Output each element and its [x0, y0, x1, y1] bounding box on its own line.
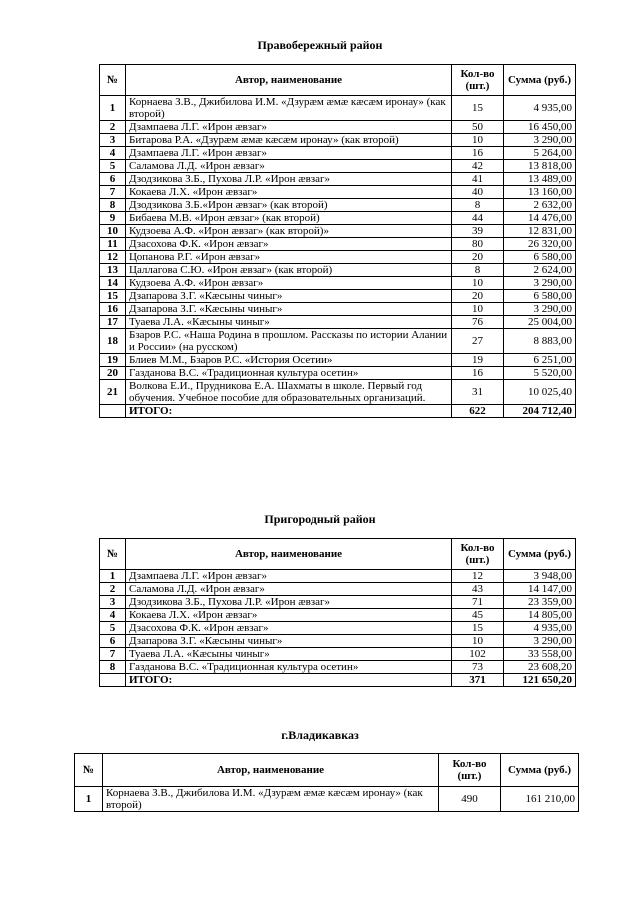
row-quantity: 31	[452, 380, 504, 405]
row-quantity: 19	[452, 354, 504, 367]
row-quantity: 45	[452, 609, 504, 622]
row-quantity: 10	[452, 134, 504, 147]
row-author-title: Дзампаева Л.Г. «Ирон æвзаг»	[126, 570, 452, 583]
table-row	[100, 622, 576, 635]
row-sum: 6 580,00	[504, 290, 576, 303]
row-sum: 161 210,00	[501, 787, 579, 812]
row-author-title: Битарова Р.А. «Дзурæм æмæ кæсæм иронау» (как второй)	[126, 134, 452, 147]
row-sum: 4 935,00	[504, 96, 576, 121]
table-row	[75, 787, 579, 812]
header-author: Автор, наименование	[126, 539, 452, 570]
row-quantity: 80	[452, 238, 504, 251]
row-number: 19	[100, 354, 126, 367]
row-number: 2	[100, 583, 126, 596]
row-number: 21	[100, 380, 126, 405]
row-sum: 4 935,00	[504, 622, 576, 635]
row-sum: 12 831,00	[504, 225, 576, 238]
row-quantity: 16	[452, 367, 504, 380]
row-sum: 5 264,00	[504, 147, 576, 160]
total-sum: 121 650,20	[504, 674, 576, 687]
row-quantity: 16	[452, 147, 504, 160]
row-quantity: 41	[452, 173, 504, 186]
row-quantity: 12	[452, 570, 504, 583]
row-quantity: 39	[452, 225, 504, 238]
row-number: 7	[100, 648, 126, 661]
row-author-title: Корнаева З.В., Джибилова И.М. «Дзурæм æмæ кæсæм иронау» (как второй)	[103, 787, 439, 812]
table-row	[100, 661, 576, 674]
row-number: 3	[100, 596, 126, 609]
row-author-title: Кудзоева А.Ф. «Ирон æвзаг» (как второй)»	[126, 225, 452, 238]
row-number: 10	[100, 225, 126, 238]
table-row	[100, 96, 576, 121]
table-row	[100, 238, 576, 251]
row-number: 15	[100, 290, 126, 303]
row-author-title: Дзасохова Ф.К. «Ирон æвзаг»	[126, 622, 452, 635]
row-author-title: Дзапарова З.Г. «Кæсыны чиныг»	[126, 635, 452, 648]
header-sum: Сумма (руб.)	[501, 754, 579, 787]
row-number: 1	[75, 787, 103, 812]
vladikavkaz-table	[74, 753, 579, 812]
total-quantity: 371	[452, 674, 504, 687]
row-sum: 13 160,00	[504, 186, 576, 199]
row-number: 20	[100, 367, 126, 380]
table-row	[100, 596, 576, 609]
row-quantity: 40	[452, 186, 504, 199]
row-author-title: Дзампаева Л.Г. «Ирон æвзаг»	[126, 147, 452, 160]
total-blank	[100, 674, 126, 687]
row-author-title: Дзодзикова З.Б.«Ирон æвзаг» (как второй)	[126, 199, 452, 212]
table-row	[100, 316, 576, 329]
total-label: ИТОГО:	[126, 674, 452, 687]
table-row	[100, 277, 576, 290]
row-author-title: Кокаева Л.Х. «Ирон æвзаг»	[126, 186, 452, 199]
row-author-title: Дзапарова З.Г. «Кæсыны чиныг»	[126, 290, 452, 303]
section-title-pravoberezhny: Правобережный район	[257, 38, 383, 52]
table-row	[100, 251, 576, 264]
row-sum: 3 290,00	[504, 303, 576, 316]
row-number: 14	[100, 277, 126, 290]
table-row	[100, 186, 576, 199]
row-number: 8	[100, 199, 126, 212]
row-sum: 3 948,00	[504, 570, 576, 583]
row-author-title: Туаева Л.А. «Кæсыны чиныг»	[126, 648, 452, 661]
total-blank	[100, 405, 126, 418]
row-quantity: 20	[452, 251, 504, 264]
row-author-title: Дзасохова Ф.К. «Ирон æвзаг»	[126, 238, 452, 251]
header-sum: Сумма (руб.)	[504, 539, 576, 570]
row-sum: 3 290,00	[504, 635, 576, 648]
table-row	[100, 609, 576, 622]
row-quantity: 43	[452, 583, 504, 596]
total-row	[100, 674, 576, 687]
row-number: 13	[100, 264, 126, 277]
row-author-title: Дзодзикова З.Б., Пухова Л.Р. «Ирон æвзаг»	[126, 596, 452, 609]
total-sum: 204 712,40	[504, 405, 576, 418]
row-number: 16	[100, 303, 126, 316]
row-number: 7	[100, 186, 126, 199]
row-author-title: Дзампаева Л.Г. «Ирон æвзаг»	[126, 121, 452, 134]
table-row	[100, 380, 576, 405]
row-quantity: 490	[439, 787, 501, 812]
row-quantity: 102	[452, 648, 504, 661]
table-row	[100, 367, 576, 380]
row-sum: 16 450,00	[504, 121, 576, 134]
row-quantity: 44	[452, 212, 504, 225]
row-quantity: 76	[452, 316, 504, 329]
table-row	[100, 160, 576, 173]
row-number: 8	[100, 661, 126, 674]
total-quantity: 622	[452, 405, 504, 418]
table-row	[100, 173, 576, 186]
table-row	[100, 303, 576, 316]
row-number: 3	[100, 134, 126, 147]
header-author: Автор, наименование	[126, 65, 452, 96]
row-sum: 3 290,00	[504, 134, 576, 147]
row-quantity: 20	[452, 290, 504, 303]
row-number: 9	[100, 212, 126, 225]
row-sum: 13 489,00	[504, 173, 576, 186]
row-author-title: Цаллагова С.Ю. «Ирон æвзаг» (как второй)	[126, 264, 452, 277]
row-author-title: Дзодзикова З.Б., Пухова Л.Р. «Ирон æвзаг»	[126, 173, 452, 186]
header-author: Автор, наименование	[103, 754, 439, 787]
header-qty: Кол-во (шт.)	[439, 754, 501, 787]
header-sum: Сумма (руб.)	[504, 65, 576, 96]
row-quantity: 8	[452, 199, 504, 212]
total-row	[100, 405, 576, 418]
table-row	[100, 147, 576, 160]
row-quantity: 27	[452, 329, 504, 354]
row-author-title: Дзапарова З.Г. «Кæсыны чиныг»	[126, 303, 452, 316]
table-row	[100, 648, 576, 661]
row-author-title: Кокаева Л.Х. «Ирон æвзаг»	[126, 609, 452, 622]
row-number: 2	[100, 121, 126, 134]
row-quantity: 42	[452, 160, 504, 173]
row-quantity: 8	[452, 264, 504, 277]
header-qty: Кол-во (шт.)	[452, 65, 504, 96]
table-row	[100, 329, 576, 354]
table-row	[100, 121, 576, 134]
header-num: №	[100, 539, 126, 570]
table-row	[100, 635, 576, 648]
table-row	[100, 199, 576, 212]
row-sum: 23 608,20	[504, 661, 576, 674]
row-author-title: Саламова Л.Д. «Ирон æвзаг»	[126, 160, 452, 173]
row-author-title: Туаева Л.А. «Кæсыны чиныг»	[126, 316, 452, 329]
row-number: 1	[100, 570, 126, 583]
row-number: 5	[100, 160, 126, 173]
row-author-title: Блиев М.М., Бзаров Р.С. «История Осетии»	[126, 354, 452, 367]
row-quantity: 73	[452, 661, 504, 674]
section-title-prigorodny: Пригородный район	[264, 512, 376, 526]
row-quantity: 10	[452, 277, 504, 290]
table-row	[100, 134, 576, 147]
row-author-title: Волкова Е.И., Прудникова Е.А. Шахматы в школе. Первый год обучения. Учебное пособие для образовательных организаций.	[126, 380, 452, 405]
row-number: 6	[100, 173, 126, 186]
row-sum: 5 520,00	[504, 367, 576, 380]
table-row	[100, 583, 576, 596]
row-author-title: Газданова В.С. «Традиционная культура осетин»	[126, 367, 452, 380]
row-number: 11	[100, 238, 126, 251]
row-quantity: 15	[452, 96, 504, 121]
row-number: 4	[100, 147, 126, 160]
row-author-title: Бибаева М.В. «Ирон æвзаг» (как второй)	[126, 212, 452, 225]
row-sum: 6 580,00	[504, 251, 576, 264]
row-number: 5	[100, 622, 126, 635]
row-author-title: Саламова Л.Д. «Ирон æвзаг»	[126, 583, 452, 596]
row-number: 17	[100, 316, 126, 329]
row-number: 6	[100, 635, 126, 648]
row-sum: 25 004,00	[504, 316, 576, 329]
row-author-title: Корнаева З.В., Джибилова И.М. «Дзурæм æмæ кæсæм иронау» (как второй)	[126, 96, 452, 121]
row-sum: 3 290,00	[504, 277, 576, 290]
section-title-vladikavkaz: г.Владикавказ	[281, 728, 359, 742]
row-sum: 2 624,00	[504, 264, 576, 277]
row-sum: 33 558,00	[504, 648, 576, 661]
row-sum: 8 883,00	[504, 329, 576, 354]
table-row	[100, 225, 576, 238]
row-author-title: Газданова В.С. «Традиционная культура осетин»	[126, 661, 452, 674]
total-label: ИТОГО:	[126, 405, 452, 418]
row-quantity: 50	[452, 121, 504, 134]
row-number: 4	[100, 609, 126, 622]
row-number: 18	[100, 329, 126, 354]
row-quantity: 71	[452, 596, 504, 609]
row-number: 12	[100, 251, 126, 264]
row-sum: 6 251,00	[504, 354, 576, 367]
pravoberezhny-table	[99, 64, 576, 418]
row-number: 1	[100, 96, 126, 121]
header-qty: Кол-во (шт.)	[452, 539, 504, 570]
row-sum: 23 359,00	[504, 596, 576, 609]
row-sum: 2 632,00	[504, 199, 576, 212]
prigorodny-table	[99, 538, 576, 687]
row-sum: 26 320,00	[504, 238, 576, 251]
table-row	[100, 570, 576, 583]
row-quantity: 10	[452, 303, 504, 316]
row-sum: 14 147,00	[504, 583, 576, 596]
row-quantity: 15	[452, 622, 504, 635]
row-author-title: Цопанова Р.Г. «Ирон æвзаг»	[126, 251, 452, 264]
header-num: №	[100, 65, 126, 96]
table-row	[100, 290, 576, 303]
row-author-title: Кудзоева А.Ф. «Ирон æвзаг»	[126, 277, 452, 290]
header-num: №	[75, 754, 103, 787]
row-sum: 14 805,00	[504, 609, 576, 622]
table-row	[100, 354, 576, 367]
row-sum: 14 476,00	[504, 212, 576, 225]
row-sum: 13 818,00	[504, 160, 576, 173]
table-row	[100, 212, 576, 225]
row-quantity: 10	[452, 635, 504, 648]
table-row	[100, 264, 576, 277]
row-author-title: Бзаров Р.С. «Наша Родина в прошлом. Рассказы по истории Алании и России» (на русском)	[126, 329, 452, 354]
row-sum: 10 025,40	[504, 380, 576, 405]
